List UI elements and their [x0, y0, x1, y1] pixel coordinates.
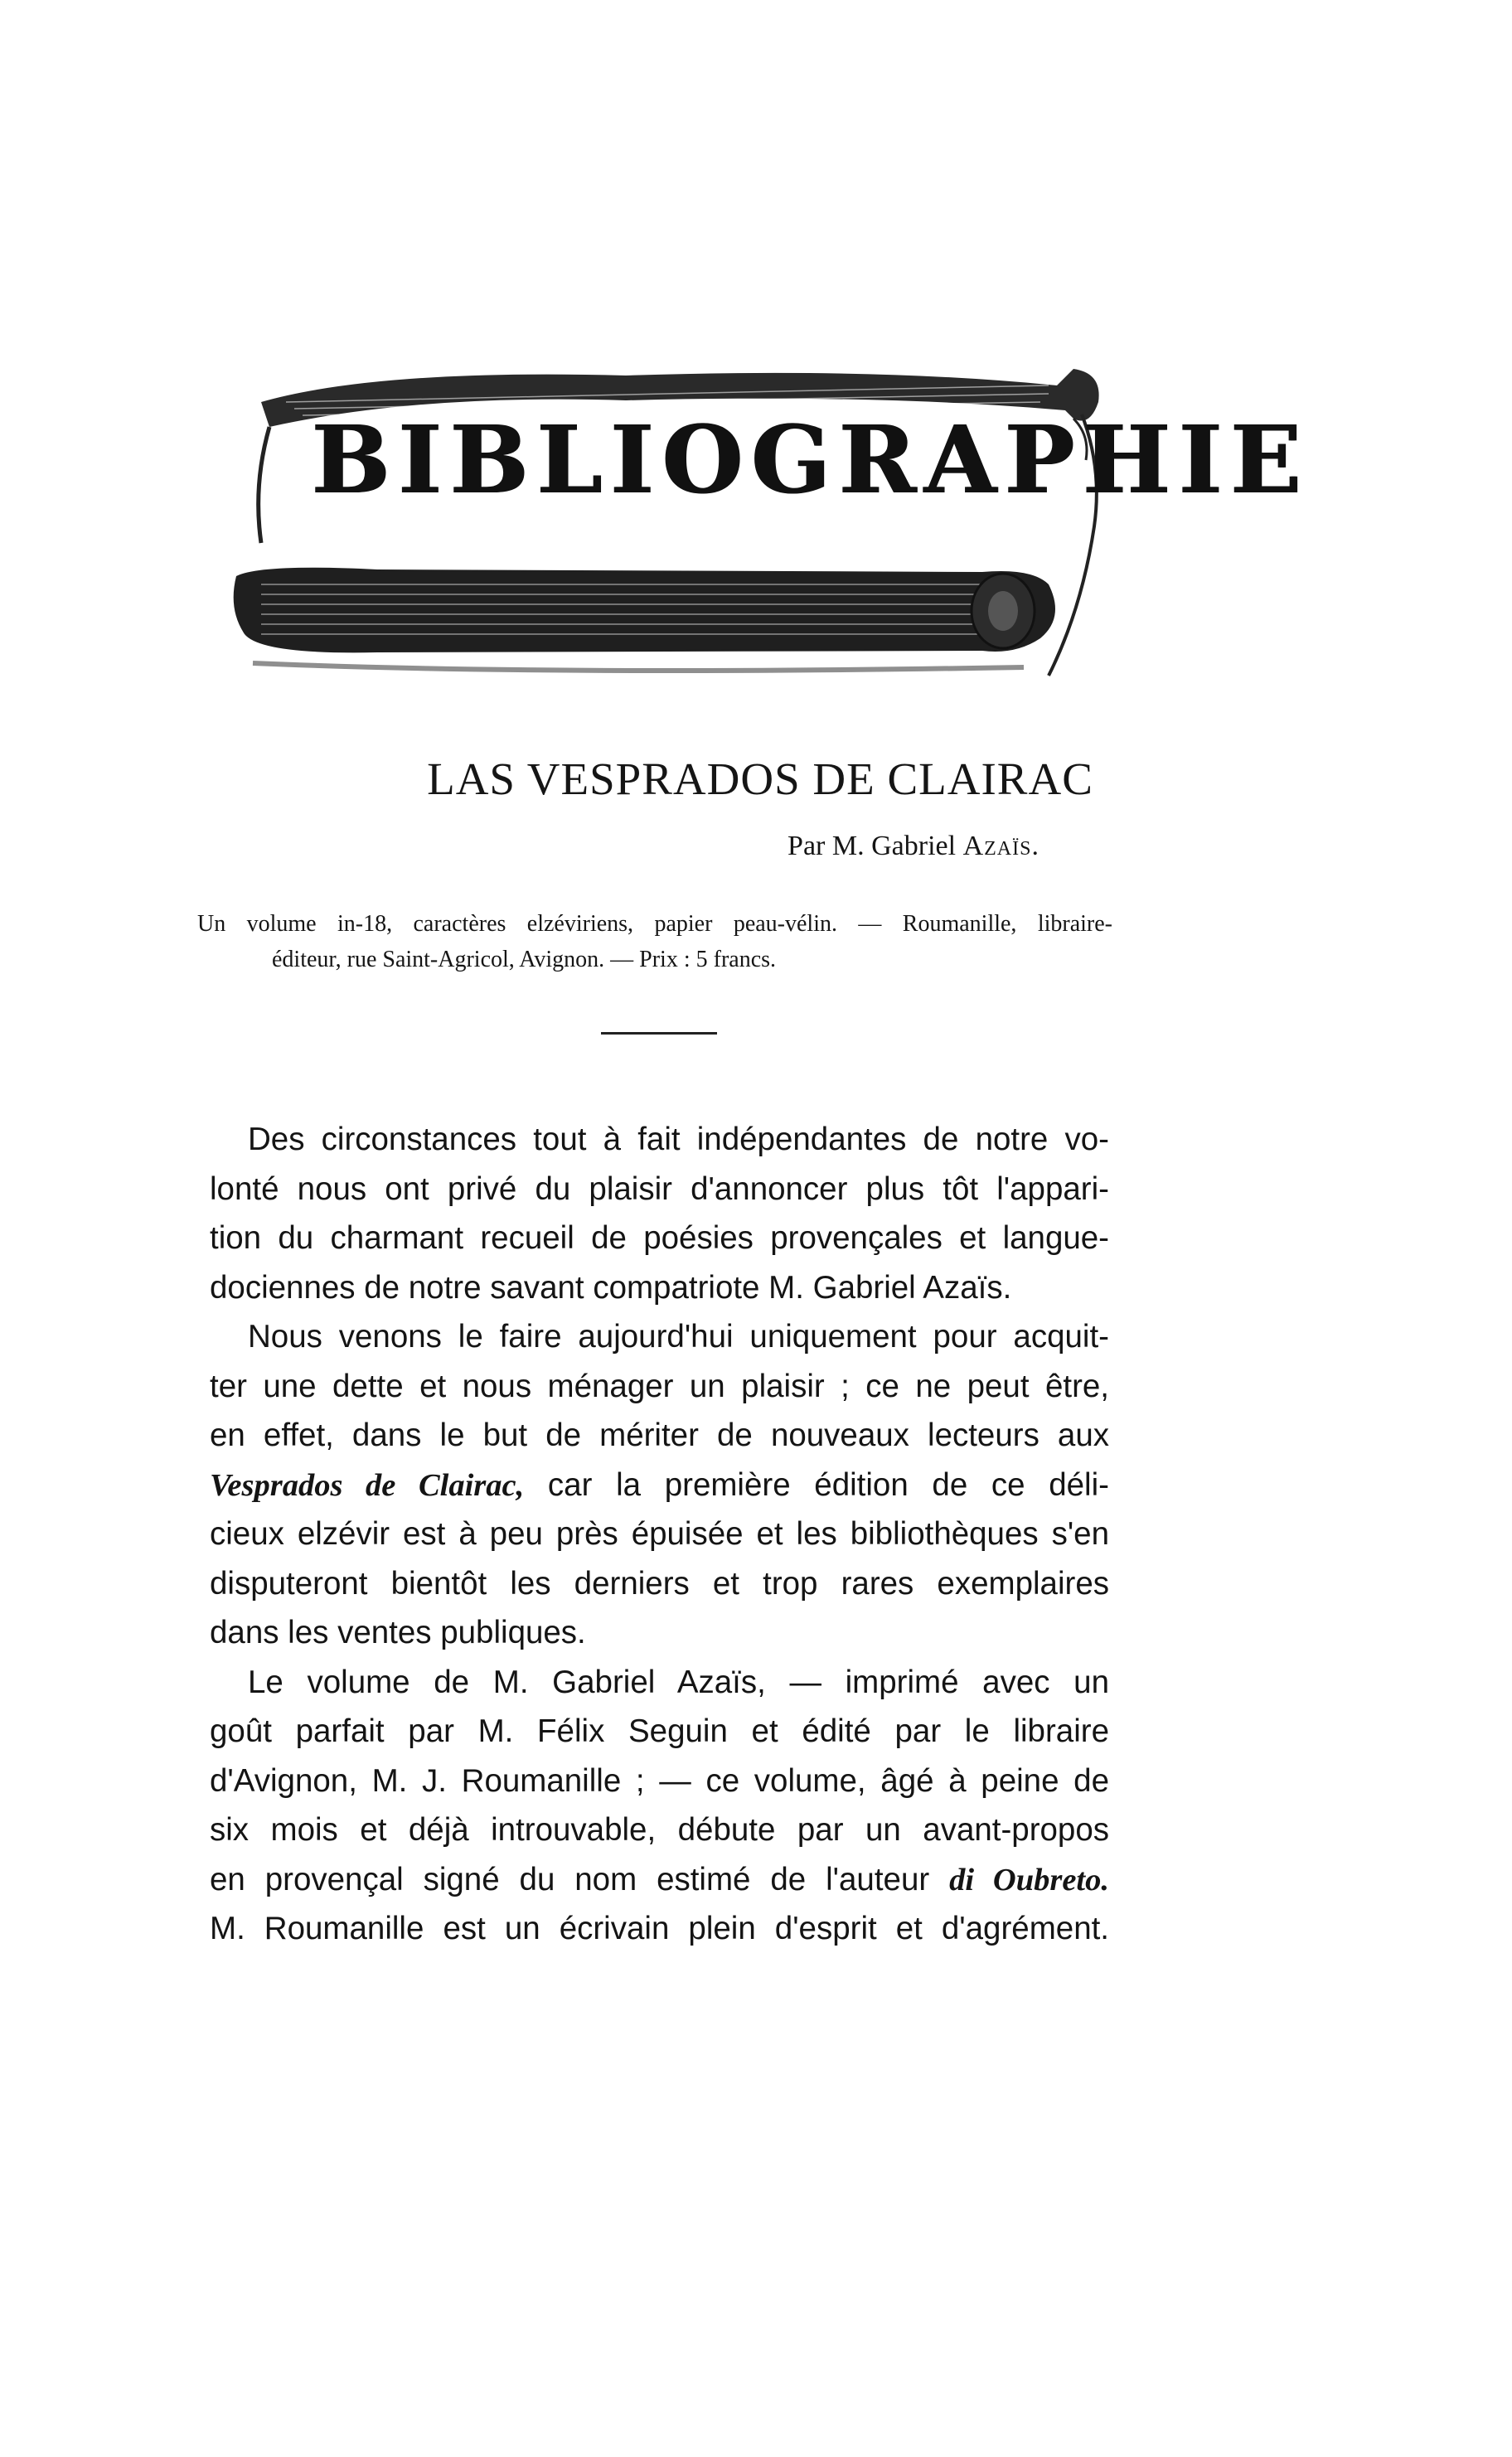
text-line: goût parfait par M. Félix Seguin et édité par le libraire — [210, 1713, 1109, 1749]
text-line-with-title — [210, 1461, 1109, 1510]
text-line: en effet, dans le but de mériter de nouveaux lecteurs aux — [210, 1418, 1109, 1453]
work-title-italic: Vesprados de Clairac, — [210, 1467, 525, 1503]
text-line: dans les ventes publiques. — [210, 1615, 586, 1650]
text-line: disputeront bientôt les derniers et trop rares exemplaires — [210, 1565, 1109, 1602]
text-line: d'Avignon, M. J. Roumanille ; — ce volume, âgé à peine de — [210, 1762, 1109, 1799]
imprint-line-1: Un volume in-18, caractères elzéviriens, papier peau-vélin. — Roumanille, libraire- — [197, 911, 1112, 937]
text-line: Des circonstances tout à fait indépendantes de notre vo- — [248, 1122, 1109, 1157]
text-line: ter une dette et nous ménager un plaisir ; ce ne peut être, — [210, 1368, 1109, 1404]
byline — [0, 831, 1512, 862]
bibliographie-banner — [211, 336, 1309, 692]
text-line: six mois et déjà introuvable, débute par un avant-propos — [210, 1812, 1109, 1848]
text-line: lonté nous ont privé du plaisir d'annoncer plus tôt l'appari- — [210, 1170, 1109, 1207]
text-line-with-work — [210, 1855, 1109, 1905]
page-title: LAS VESPRADOS DE CLAIRAC — [427, 754, 1093, 804]
text-line-start: en provençal signé du nom estimé de l'auteur — [210, 1861, 930, 1897]
work-title-italic: di Oubreto. — [949, 1862, 1110, 1897]
text-line: M. Roumanille est un écrivain plein d'esprit et d'agrément. — [210, 1911, 1109, 1946]
text-line: Le volume de M. Gabriel Azaïs, — imprimé avec un — [248, 1664, 1109, 1700]
imprint-line-2: éditeur, rue Saint-Agricol, Avignon. — Prix : 5 francs. — [272, 947, 777, 972]
text-line: dociennes de notre savant compatriote M. Gabriel Azaïs. — [210, 1269, 1012, 1306]
text-line: tion du charmant recueil de poésies provençales et langue- — [210, 1220, 1109, 1256]
text-line-rest: car la première édition de ce déli- — [547, 1466, 1109, 1503]
byline-prefix: Par M. Gabriel — [788, 831, 957, 861]
author-surname: Azaïs. — [962, 831, 1040, 861]
imprint-note — [197, 906, 1112, 977]
text-line: Nous venons le faire aujourd'hui uniquement pour acquit- — [248, 1319, 1109, 1354]
text-line: cieux elzévir est à peu près épuisée et les bibliothèques s'en — [210, 1516, 1109, 1552]
article-body — [210, 1115, 1109, 1954]
banner-title: BIBLIOGRAPHIE — [311, 406, 1309, 515]
section-divider — [601, 1032, 717, 1035]
